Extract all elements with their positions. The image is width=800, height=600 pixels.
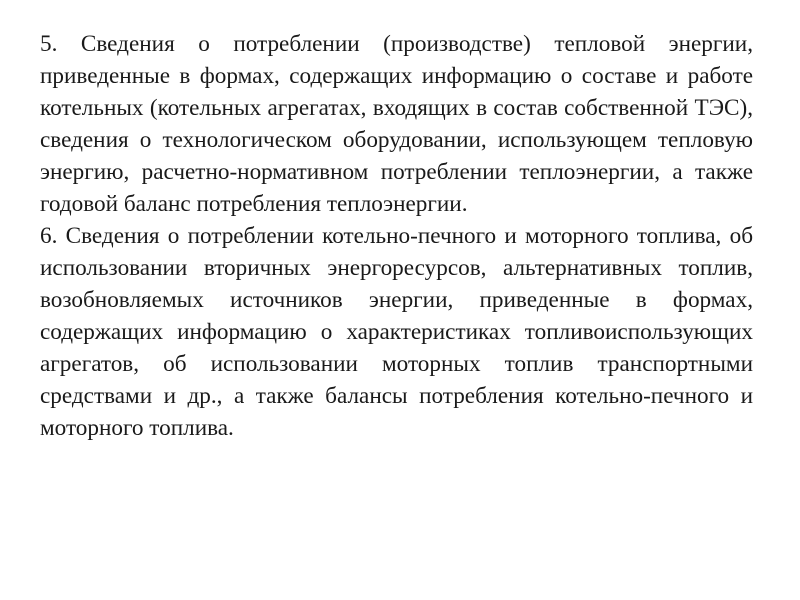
- paragraph-5: 5. Сведения о потреблении (производстве) тепловой энергии, приведенные в формах, содержащих информацию о составе и работе котельных (котельных агрегатах, входящих в состав собственной ТЭС), сведения о технологическом оборудовании, использующем тепловую энергию, расчетно-нормативном потреблении теплоэнергии, а также годовой баланс потребления теплоэнергии.: [40, 31, 753, 217]
- paragraph-6: 6. Сведения о потреблении котельно-печного и моторного топлива, об использовании вторичных энергоресурсов, альтернативных топлив, возобновляемых источников энергии, приведенные в формах, содержащих информацию о характеристиках топливоиспользующих агрегатов, об использовании моторных топлив транспортными средствами и др., а также балансы потребления котельно-печного и моторного топлива.: [40, 223, 753, 441]
- document-body: [40, 28, 753, 444]
